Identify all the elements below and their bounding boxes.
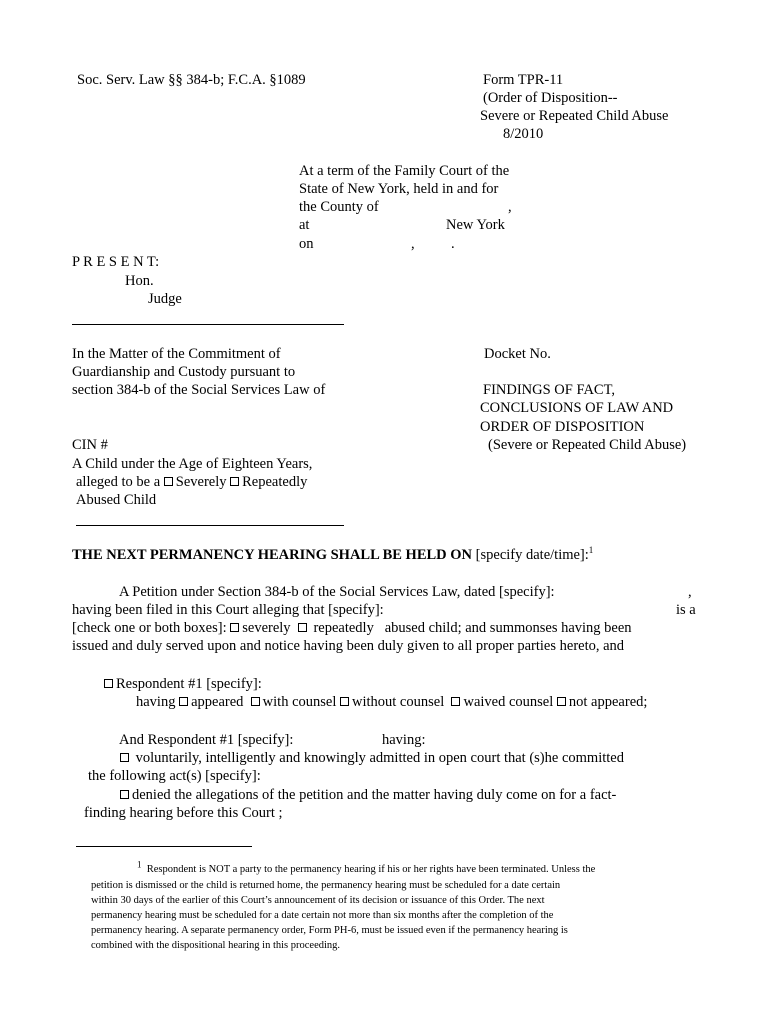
divider-bottom	[76, 525, 344, 526]
admitted-line	[120, 749, 624, 767]
caption-line1: In the Matter of the Commitment of	[72, 346, 281, 362]
petition-line3-rest: abused child; and summonses having been	[384, 620, 632, 636]
court-line1: At a term of the Family Court of the	[299, 163, 510, 179]
repeatedly-label: Repeatedly	[242, 474, 308, 490]
petition-line1: A Petition under Section 384-b of the Social Services Law, dated [specify]:	[119, 584, 555, 600]
form-date: 8/2010	[503, 126, 544, 142]
not-appeared-label: not appeared;	[568, 694, 648, 710]
court-county-comma: ,	[508, 199, 512, 215]
severely-label: Severely	[175, 474, 227, 490]
present-label: P R E S E N T:	[72, 254, 160, 270]
footnote-line3: within 30 days of the earlier of this Court’s announcement of its decision or issuance of this Order. The next	[91, 895, 545, 906]
without-counsel-label: without counsel	[352, 694, 445, 710]
footnote-line5: permanency hearing. A separate permanency order, Form PH-6, must be issued even if the permanency hearing is	[91, 925, 568, 936]
form-title-line2: (Order of Disposition--	[483, 90, 618, 106]
doc-title-line1: FINDINGS OF FACT,	[483, 382, 615, 398]
waived-counsel-checkbox[interactable]	[451, 697, 460, 706]
footnote-number: 1	[137, 859, 142, 870]
respondent-line	[104, 675, 262, 693]
footnote-ref: 1	[588, 545, 594, 556]
appeared-label: appeared	[191, 694, 244, 710]
court-line2: State of New York, held in and for	[299, 181, 499, 197]
divider-top	[72, 324, 344, 325]
court-at-label: at	[299, 217, 310, 233]
petition-severely-label: severely	[242, 620, 291, 636]
caption-line5: A Child under the Age of Eighteen Years,	[72, 456, 313, 472]
and-respondent-having: having:	[382, 732, 426, 748]
denied-checkbox[interactable]	[120, 790, 129, 799]
admitted-acts-line: the following act(s) [specify]:	[88, 768, 261, 784]
with-counsel-checkbox[interactable]	[251, 697, 260, 706]
repeatedly-checkbox[interactable]	[230, 477, 239, 486]
doc-title-line4: (Severe or Repeated Child Abuse)	[488, 437, 687, 453]
court-date-period: .	[451, 236, 455, 252]
footnote-line2: petition is dismissed or the child is returned home, the permanency hearing must be scheduled for a date certain	[91, 880, 561, 891]
caption-line7: Abused Child	[76, 492, 157, 508]
petition-severely-checkbox[interactable]	[230, 623, 239, 632]
denied-label: denied the allegations of the petition and the matter having duly come on for a fact-	[132, 787, 617, 803]
court-county-label: the County of	[299, 199, 379, 215]
respondent-label: Respondent #1 [specify]:	[116, 676, 262, 692]
footnote-line6: combined with the dispositional hearing in this proceeding.	[91, 940, 341, 951]
fact-finding-line: finding hearing before this Court ;	[84, 805, 283, 821]
next-hearing-heading: THE NEXT PERMANENCY HEARING SHALL BE HELD ON	[72, 547, 473, 563]
petition-line1-comma: ,	[688, 584, 692, 600]
without-counsel-checkbox[interactable]	[340, 697, 349, 706]
caption-line6	[76, 473, 307, 491]
court-on-label: on	[299, 236, 314, 252]
check-boxes-instruction: [check one or both boxes]:	[72, 620, 227, 636]
appeared-checkbox[interactable]	[179, 697, 188, 706]
judge-hon: Hon.	[125, 273, 154, 289]
footnote-separator	[76, 846, 252, 847]
petition-line2: having been filed in this Court alleging that [specify]:	[72, 602, 384, 618]
form-id: Form TPR-11	[483, 72, 564, 88]
admitted-label: voluntarily, intelligently and knowingly admitted in open court that (s)he committed	[135, 750, 624, 766]
statute-citation: Soc. Serv. Law §§ 384-b; F.C.A. §1089	[77, 72, 306, 88]
petition-line3	[72, 619, 632, 637]
severely-checkbox[interactable]	[164, 477, 173, 486]
caption-alleged-label: alleged to be a	[76, 474, 161, 490]
petition-line2-end: is a	[676, 602, 696, 618]
waived-counsel-label: waived counsel	[463, 694, 554, 710]
cin-label: CIN #	[72, 437, 108, 453]
petition-repeatedly-label: repeatedly	[313, 620, 374, 636]
with-counsel-label: with counsel	[262, 694, 337, 710]
caption-line3: section 384-b of the Social Services Law of	[72, 382, 326, 398]
judge-title: Judge	[148, 291, 182, 307]
denied-line	[120, 786, 616, 804]
and-respondent-label: And Respondent #1 [specify]:	[119, 732, 294, 748]
appearance-line	[136, 693, 647, 711]
not-appeared-checkbox[interactable]	[557, 697, 566, 706]
court-date-comma: ,	[411, 236, 415, 252]
having-label: having	[136, 694, 176, 710]
doc-title-line2: CONCLUSIONS OF LAW AND	[480, 400, 674, 416]
petition-repeatedly-checkbox[interactable]	[298, 623, 307, 632]
docket-label: Docket No.	[484, 346, 551, 362]
footnote-line4: permanency hearing must be scheduled for a date certain not more than six months after the completion of the	[91, 910, 554, 921]
next-hearing-line	[72, 546, 593, 564]
admitted-checkbox[interactable]	[120, 753, 129, 762]
petition-line4: issued and duly served upon and notice having been duly given to all proper parties hereto, and	[72, 638, 625, 654]
respondent-checkbox[interactable]	[104, 679, 113, 688]
footnote-text-1: Respondent is NOT a party to the permanency hearing if his or her rights have been terminated. Unless the	[146, 864, 596, 875]
next-hearing-specify: [specify date/time]:	[475, 547, 589, 563]
doc-title-line3: ORDER OF DISPOSITION	[480, 419, 645, 435]
form-title-line3: Severe or Repeated Child Abuse	[480, 108, 669, 124]
court-state: New York	[446, 217, 505, 233]
footnote-line1	[137, 859, 596, 877]
caption-line2: Guardianship and Custody pursuant to	[72, 364, 296, 380]
